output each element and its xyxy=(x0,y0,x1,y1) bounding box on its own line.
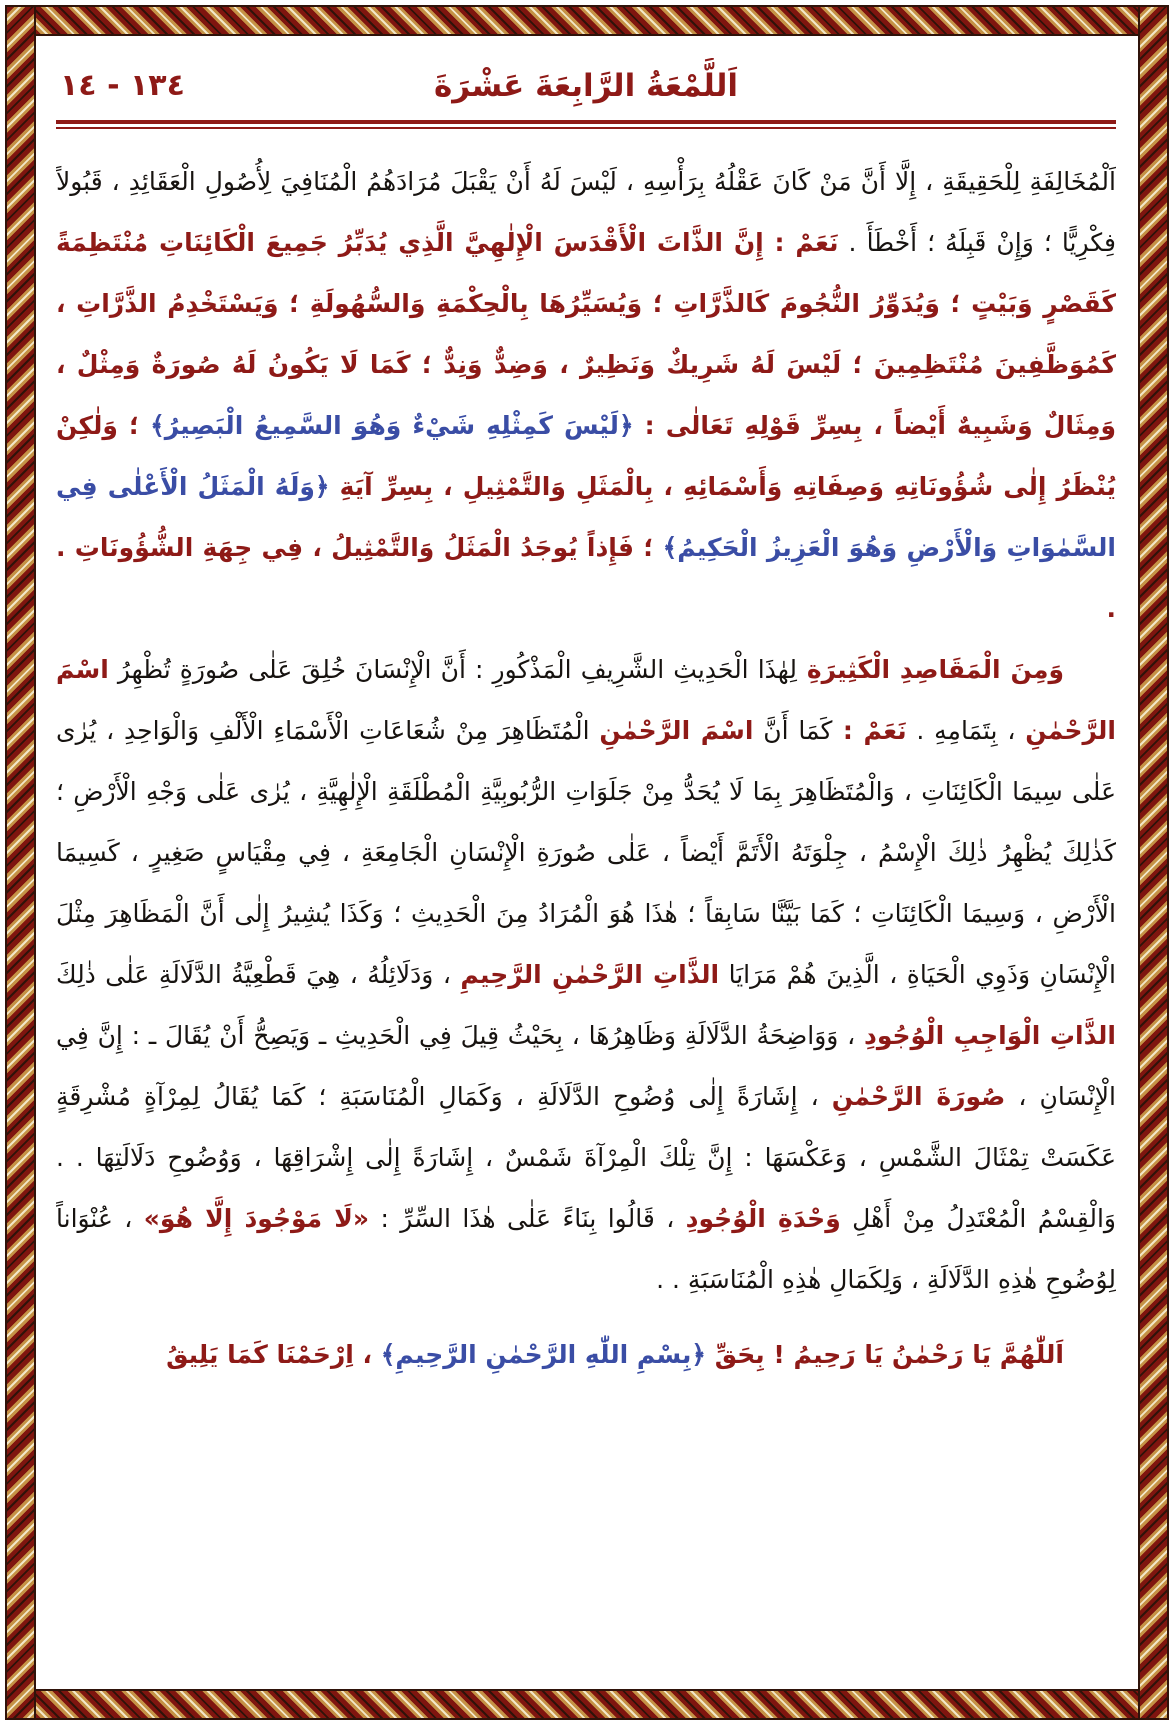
body-text xyxy=(56,151,1116,1385)
paragraph xyxy=(56,1324,1116,1385)
text-run-black: كَمَا أَنَّ xyxy=(753,716,833,745)
text-run-red: «لَا مَوْجُودَ إِلَّا هُوَ» xyxy=(143,1204,370,1233)
text-run-blue: ﴿لَيْسَ كَمِثْلِهِ شَيْءٌ وَهُوَ السَّمِيعُ الْبَصِيرُ﴾ xyxy=(150,411,634,440)
ornamental-border-left xyxy=(5,5,36,1720)
text-run-red: صُورَةَ الرَّحْمٰنِ xyxy=(831,1082,1006,1111)
text-run-blue: ﴿وَلَهُ الْمَثَلُ الْأَعْلٰى فِي السَّمٰوَاتِ وَالْأَرْضِ وَهُوَ الْعَزِيزُ الْحَكِيمُ﴾ xyxy=(56,472,1116,562)
text-run-red: الذَّاتِ الْوَاجِبِ الْوُجُودِ xyxy=(863,1021,1116,1050)
text-run-black: ، عُنْوَاناً لِوُضُوحِ هٰذِهِ الدَّلَالَةِ ، وَلِكَمَالِ هٰذِهِ الْمُنَاسَبَةِ . . xyxy=(56,1204,1116,1294)
text-run-red: وَمِنَ الْمَقَاصِدِ الْكَثِيرَةِ xyxy=(796,655,1064,684)
text-run-black: ، وَوَاضِحَةُ الدَّلَالَةِ وَظَاهِرُهَا ، بِحَيْثُ قِيلَ فِي الْحَدِيثِ ـ وَيَصِحُّ أَنْ يُقَالَ ـ : إِنَّ فِي الْإِنْسَانِ ، xyxy=(56,1021,1116,1111)
text-run-red: ، اِرْحَمْنَا كَمَا يَلِيقُ xyxy=(166,1340,381,1369)
ornamental-border-top xyxy=(5,5,1169,36)
text-run-black: ، بِتَمَامِهِ . xyxy=(906,716,1026,745)
text-run-red: اسْمَ الرَّحْمٰنِ xyxy=(599,716,754,745)
text-run-black: الْمُتَظَاهِرَ مِنْ شُعَاعَاتِ الْأَسْمَاءِ الْأَلْفِ وَالْوَاحِدِ ، يُرٰى عَلٰى سِيمَا الْكَائِنَاتِ ، وَالْمُتَظَاهِرَ بِمَا لَا يُحَدُّ مِنْ جَلَوَاتِ الرُّبُوبِيَّةِ الْمُطْلَقَةِ الْإِلٰهِيَّةِ ، يُرٰى عَلٰى وَجْهِ الْأَرْضِ ؛ كَذٰلِكَ يُظْهِرُ ذٰلِكَ الْإِسْمُ ، جِلْوَتَهُ الْأَتَمَّ أَيْضاً ، عَلٰى صُورَةِ الْإِنْسَانِ الْجَامِعَةِ ، فِي مِقْيَاسٍ صَغِيرٍ ، كَسِيمَا الْأَرْضِ ، وَسِيمَا الْكَائِنَاتِ ؛ كَمَا بَيَّنَّا سَابِقاً ؛ هٰذَا هُوَ الْمُرَادُ مِنَ الْحَدِيثِ ؛ وَكَذَا يُشِيرُ إِلٰى أَنَّ الْمَظَاهِرَ مِثْلَ الْإِنْسَانِ وَذَوِي الْحَيَاةِ ، الَّذِينَ هُمْ مَرَايَا xyxy=(56,716,1116,989)
text-run-red: اسْمَ الرَّحْمٰنِ xyxy=(56,655,1116,745)
page-number: ١٣٤ - ١٤ xyxy=(60,68,185,103)
ornamental-border-bottom xyxy=(5,1689,1169,1720)
text-run-red: ؛ وَلٰكِنْ يُنْظَرُ إِلٰى شُؤُونَاتِهِ وَصِفَاتِهِ وَأَسْمَائِهِ ، بِالْمَثَلِ وَالتَّمْثِيلِ ، بِسِرِّ آيَةِ xyxy=(56,411,1116,501)
header-divider xyxy=(56,120,1116,129)
text-run-red: نَعَمْ : xyxy=(832,716,907,745)
text-run-black: ، قَالُوا بِنَاءً عَلٰى هٰذَا السِّرِّ : xyxy=(369,1204,686,1233)
paragraph xyxy=(56,639,1116,1310)
text-run-black: لِهٰذَا الْحَدِيثِ الشَّرِيفِ الْمَذْكُورِ : أَنَّ الْإِنْسَانَ خُلِقَ عَلٰى صُورَةٍ تُظْهِرُ xyxy=(108,655,797,684)
paragraph xyxy=(56,151,1116,639)
page-title: اَللَّمْعَةُ الرَّابِعَةَ عَشْرَةَ xyxy=(433,68,738,104)
page-header xyxy=(56,58,1116,114)
text-run-blue: ﴿بِسْمِ اللّٰهِ الرَّحْمٰنِ الرَّحِيمِ﴾ xyxy=(380,1340,707,1369)
text-run-red: ؛ فَإِذاً يُوجَدُ الْمَثَلُ وَالتَّمْثِيلُ ، فِي جِهَةِ الشُّؤُونَاتِ . . xyxy=(56,533,1116,623)
text-run-black: اَلْمُخَالِفَةِ لِلْحَقِيقَةِ ، إِلَّا أَنَّ مَنْ كَانَ عَقْلُهُ بِرَأْسِهِ ، لَيْسَ لَهُ أَنْ يَقْبَلَ مُرَادَهُمُ الْمُنَافِيَ لِأُصُولِ الْعَقَائِدِ ، قَبُولاً فِكْرِيًّا ؛ وَإِنْ قَبِلَهُ ؛ أَخْطَأَ . xyxy=(56,167,1116,257)
text-run-red: وَحْدَةِ الْوُجُودِ xyxy=(685,1204,841,1233)
text-run-red: نَعَمْ : إِنَّ الذَّاتَ الْأَقْدَسَ الْإِلٰهِيَّ الَّذِي يُدَبِّرُ جَمِيعَ الْكَائِنَاتِ مُنْتَظِمَةً كَقَصْرٍ وَبَيْتٍ ؛ وَيُدَوِّرُ النُّجُومَ كَالذَّرَّاتِ ؛ وَيُسَيِّرُهَا بِالْحِكْمَةِ وَالسُّهُولَةِ ؛ وَيَسْتَخْدِمُ الذَّرَّاتِ ، كَمُوَظَّفِينَ مُنْتَظِمِينَ ؛ لَيْسَ لَهُ شَرِيكٌ وَنَظِيرٌ ، وَضِدٌّ وَنِدٌّ ؛ كَمَا لَا يَكُونُ لَهُ صُورَةٌ وَمِثْلٌ ، وَمِثَالٌ وَشَبِيهٌ أَيْضاً ، بِسِرِّ قَوْلِهِ تَعَالٰى : xyxy=(56,228,1116,440)
text-run-red: الذَّاتِ الرَّحْمٰنِ الرَّحِيمِ xyxy=(460,960,720,989)
ornamental-border-right xyxy=(1138,5,1169,1720)
text-run-black: ، إِشَارَةً إِلٰى وُضُوحِ الدَّلَالَةِ ، وَكَمَالِ الْمُنَاسَبَةِ ؛ كَمَا يُقَالُ لِمِرْآةٍ مُشْرِقَةٍ عَكَسَتْ تِمْثَالَ الشَّمْسِ ، وَعَكْسَهَا : إِنَّ تِلْكَ الْمِرْآةَ شَمْسٌ ، إِشَارَةً إِلٰى إِشْرَاقِهَا ، وَوُضُوحِ دَلَالَتِهَا . . وَالْقِسْمُ الْمُعْتَدِلُ مِنْ أَهْلِ xyxy=(56,1082,1116,1233)
page-content xyxy=(56,58,1116,1683)
text-run-red: اَللّٰهُمَّ يَا رَحْمٰنُ يَا رَحِيمُ ! بِحَقِّ xyxy=(706,1340,1064,1369)
text-run-black: ، وَدَلَائِلُهُ ، هِيَ قَطْعِيَّةُ الدَّلَالَةِ عَلٰى ذٰلِكَ xyxy=(56,960,461,989)
